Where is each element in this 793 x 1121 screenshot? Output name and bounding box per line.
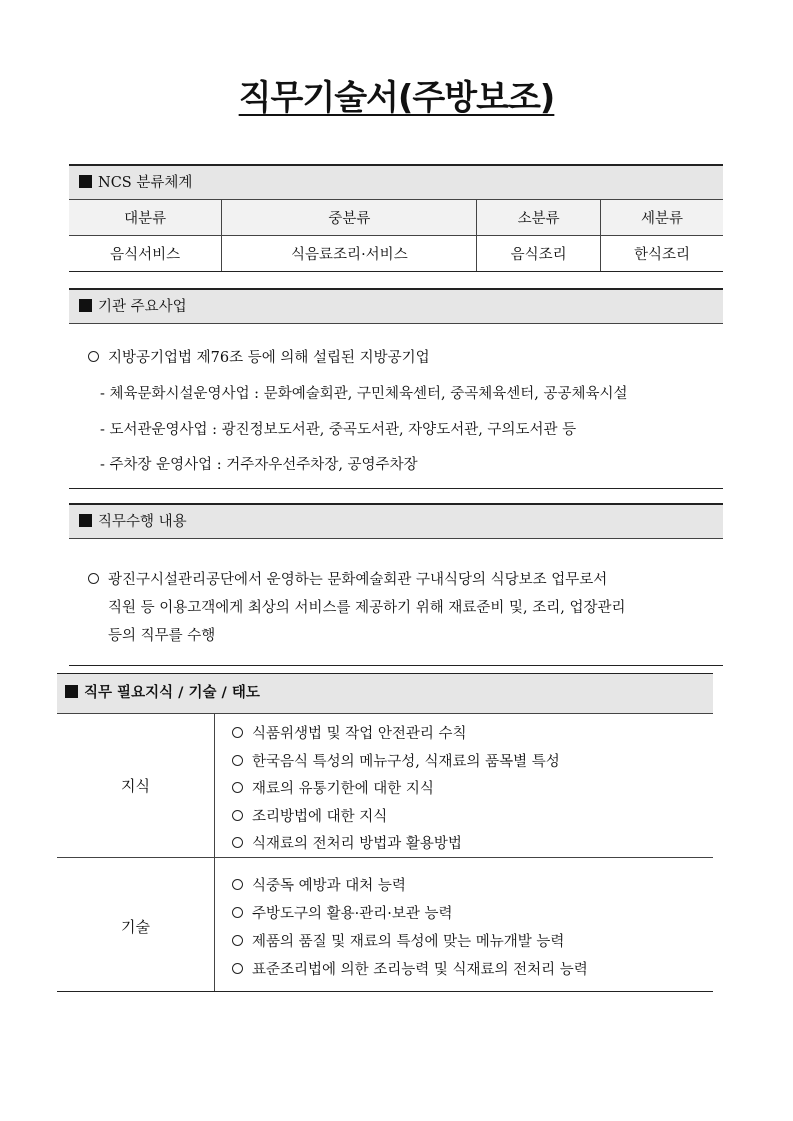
requirements-bottom-rule (57, 991, 713, 992)
circle-bullet-icon (232, 810, 243, 821)
requirements-column-divider (214, 714, 215, 992)
ncs-col-minor: 소분류 (477, 200, 601, 236)
document-title: 직무기술서(주방보조) (238, 78, 555, 118)
business-item: - 주차장 운영사업 : 거주자우선주차장, 공영주차장 (100, 457, 418, 473)
ncs-section-header (69, 164, 723, 200)
ncs-val-detail: 한식조리 (600, 236, 723, 272)
ncs-col-detail: 세분류 (600, 200, 723, 236)
knowledge-item-text: 조리방법에 대한 지식 (252, 809, 388, 825)
ncs-table (69, 200, 723, 272)
requirements-row-divider (57, 857, 713, 858)
section-divider (69, 488, 723, 489)
skill-item (232, 902, 453, 923)
circle-bullet-icon (232, 782, 243, 793)
knowledge-item-text: 재료의 유통기한에 대한 지식 (252, 781, 434, 797)
duty-text-line-3: 등의 직무를 수행 (108, 628, 216, 644)
requirements-section-header (57, 673, 713, 714)
knowledge-item (232, 722, 467, 743)
skill-item (232, 930, 564, 951)
ncs-value-row (69, 236, 723, 272)
requirements-header-label: 직무 필요지식 / 기술 / 태도 (84, 685, 260, 701)
circle-bullet-icon (232, 935, 243, 946)
ncs-val-middle: 식음료조리·서비스 (222, 236, 477, 272)
knowledge-item (232, 805, 387, 826)
circle-bullet-icon (232, 963, 243, 974)
skill-item-text: 제품의 품질 및 재료의 특성에 맞는 메뉴개발 능력 (252, 934, 565, 950)
section-divider (69, 665, 723, 666)
skill-item-text: 식중독 예방과 대처 능력 (252, 878, 406, 894)
ncs-col-major: 대분류 (69, 200, 222, 236)
duty-header-label: 직무수행 내용 (98, 514, 187, 530)
knowledge-item (232, 777, 434, 798)
business-item: - 체육문화시설운영사업 : 문화예술회관, 구민체육센터, 중곡체육센터, 공공체육시설 (100, 386, 628, 402)
duty-text-line-2: 직원 등 이용고객에게 최상의 서비스를 제공하기 위해 재료준비 및, 조리, 업장관리 (108, 600, 626, 616)
skill-label: 기술 (121, 918, 150, 936)
circle-bullet-icon (232, 879, 243, 890)
ncs-val-minor: 음식조리 (477, 236, 601, 272)
square-bullet-icon (79, 514, 92, 527)
business-header-label: 기관 주요사업 (98, 299, 187, 315)
skill-item-text: 주방도구의 활용·관리·보관 능력 (252, 906, 453, 922)
duty-text-line-1: 광진구시설관리공단에서 운영하는 문화예술회관 구내식당의 식당보조 업무로서 (108, 572, 608, 588)
knowledge-item (232, 832, 462, 853)
business-item: - 도서관운영사업 : 광진정보도서관, 중곡도서관, 자양도서관, 구의도서관 등 (100, 422, 577, 438)
business-main-line (88, 346, 430, 367)
knowledge-item-text: 한국음식 특성의 메뉴구성, 식재료의 품목별 특성 (252, 754, 560, 770)
square-bullet-icon (79, 175, 92, 188)
business-section-header (69, 288, 723, 324)
circle-bullet-icon (232, 727, 243, 738)
business-main-text: 지방공기업법 제76조 등에 의해 설립된 지방공기업 (108, 350, 430, 366)
circle-bullet-icon (232, 907, 243, 918)
ncs-header-row (69, 200, 723, 236)
knowledge-label: 지식 (121, 777, 150, 795)
ncs-val-major: 음식서비스 (69, 236, 222, 272)
ncs-col-middle: 중분류 (222, 200, 477, 236)
ncs-header-label: NCS 분류체계 (98, 175, 193, 191)
skill-item-text: 표준조리법에 의한 조리능력 및 식재료의 전처리 능력 (252, 962, 588, 978)
skill-item (232, 958, 588, 979)
circle-bullet-icon (232, 755, 243, 766)
skill-item (232, 874, 406, 895)
circle-bullet-icon (232, 837, 243, 848)
square-bullet-icon (65, 685, 78, 698)
document-title-wrap (0, 70, 793, 119)
circle-bullet-icon (88, 573, 99, 584)
knowledge-item-text: 식품위생법 및 작업 안전관리 수칙 (252, 726, 467, 742)
circle-bullet-icon (88, 351, 99, 362)
duty-line (88, 568, 607, 589)
square-bullet-icon (79, 299, 92, 312)
knowledge-item (232, 750, 560, 771)
knowledge-item-text: 식재료의 전처리 방법과 활용방법 (252, 836, 462, 852)
duty-section-header (69, 503, 723, 539)
